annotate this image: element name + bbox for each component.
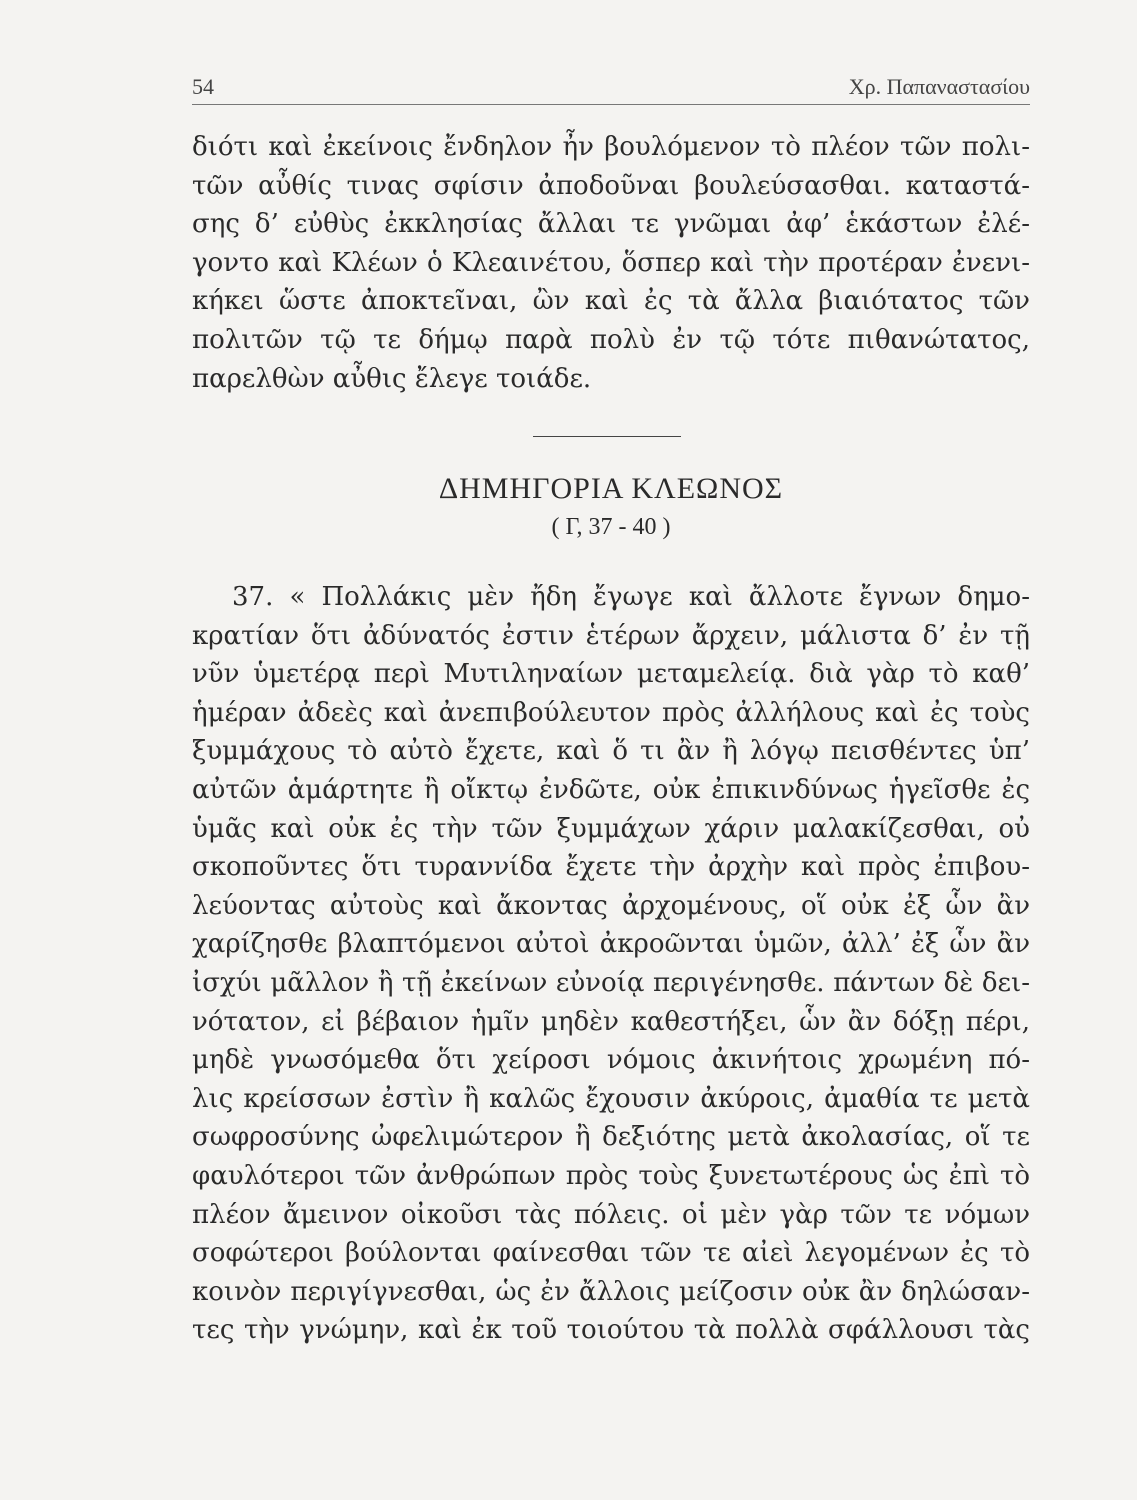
running-header xyxy=(192,70,1030,105)
text-line: λις κρείσσων ἐστὶν ἢ καλῶς ἔχουσιν ἀκύροις, ἀμαθία τε μετὰ xyxy=(192,1083,1030,1114)
text-line: κρατίαν ὅτι ἀδύνατός ἐστιν ἑτέρων ἄρχειν, μάλιστα δ’ ἐν τῇ xyxy=(192,620,1030,651)
text-line: παρελθὼν αὖθις ἔλεγε τοιάδε. xyxy=(192,363,592,394)
intro-paragraph xyxy=(192,128,1030,398)
text-line: σης δ’ εὐθὺς ἐκκλησίας ἄλλαι τε γνῶμαι ἀφ’ ἑκάστων ἐλέ- xyxy=(192,209,1030,240)
text-line: κήκει ὥστε ἀποκτεῖναι, ὢν καὶ ἐς τὰ ἄλλα βιαιότατος τῶν xyxy=(192,286,1030,317)
section-reference: ( Γ, 37 - 40 ) xyxy=(551,514,671,540)
text-line: τῶν αὖθίς τινας σφίσιν ἀποδοῦναι βουλεύσασθαι. καταστά- xyxy=(192,170,1030,201)
text-line: τες τὴν γνώμην, καὶ ἐκ τοῦ τοιούτου τὰ πολλὰ σφάλλουσι τὰς xyxy=(192,1315,1030,1346)
text-line: σωφροσύνης ὠφελιμώτερον ἢ δεξιότης μετὰ ἀκολασίας, οἵ τε xyxy=(192,1122,1030,1153)
text-line: νῦν ὑμετέρᾳ περὶ Μυτιληναίων μεταμελείᾳ. διὰ γὰρ τὸ καθ’ xyxy=(192,659,1030,690)
text-line: ἡμέραν ἀδεὲς καὶ ἀνεπιβούλευτον πρὸς ἀλλήλους καὶ ἐς τοὺς xyxy=(192,697,1030,728)
section-title: ΔΗΜΗΓΟΡΙΑ ΚΛΕΩΝΟΣ xyxy=(438,472,784,505)
text-line: 37. « Πολλάκις μὲν ἤδη ἔγωγε καὶ ἄλλοτε ἔγνων δημο- xyxy=(232,582,1030,612)
text-line: σοφώτεροι βούλονται φαίνεσθαι τῶν τε αἰεὶ λεγομένων ἐς τὸ xyxy=(192,1238,1030,1269)
text-line: πολιτῶν τῷ τε δήμῳ παρὰ πολὺ ἐν τῷ τότε πιθανώτατος, xyxy=(192,324,1030,355)
text-line: διότι καὶ ἐκείνοις ἔνδηλον ἦν βουλόμενον τὸ πλέον τῶν πολι- xyxy=(192,132,1030,162)
text-line: πλέον ἄμεινον οἰκοῦσι τὰς πόλεις. οἱ μὲν γὰρ τῶν τε νόμων xyxy=(192,1199,1030,1230)
text-line: νότατον, εἰ βέβαιον ἡμῖν μηδὲν καθεστήξει, ὧν ἂν δόξῃ πέρι, xyxy=(192,1006,1030,1037)
page-number: 54 xyxy=(192,74,214,99)
section-divider xyxy=(533,436,681,437)
text-line: φαυλότεροι τῶν ἀνθρώπων πρὸς τοὺς ξυνετωτέρους ὡς ἐπὶ τὸ xyxy=(192,1160,1030,1191)
text-line: μηδὲ γνωσόμεθα ὅτι χείροσι νόμοις ἀκινήτοις χρωμένη πό- xyxy=(192,1045,1030,1076)
text-line: ξυμμάχους τὸ αὐτὸ ἔχετε, καὶ ὅ τι ἂν ἢ λόγῳ πεισθέντες ὑπ’ xyxy=(192,736,1030,767)
text-line: σκοποῦντες ὅτι τυραννίδα ἔχετε τὴν ἀρχὴν καὶ πρὸς ἐπιβου- xyxy=(192,852,1030,883)
text-line: χαρίζησθε βλαπτόμενοι αὐτοὶ ἀκροῶνται ὑμῶν, ἀλλ’ ἐξ ὧν ἂν xyxy=(192,929,1030,960)
running-head-author: Χρ. Παπαναστασίου xyxy=(848,74,1030,99)
speech-paragraph xyxy=(192,578,1030,1350)
text-line: ἰσχύι μᾶλλον ἢ τῇ ἐκείνων εὐνοίᾳ περιγένησθε. πάντων δὲ δει- xyxy=(192,967,1030,998)
text-line: ὑμᾶς καὶ οὐκ ἐς τὴν τῶν ξυμμάχων χάριν μαλακίζεσθαι, οὐ xyxy=(192,813,1030,844)
text-line: γοντο καὶ Κλέων ὁ Κλεαινέτου, ὅσπερ καὶ τὴν προτέραν ἐνενι- xyxy=(192,247,1030,278)
text-line: κοινὸν περιγίγνεσθαι, ὡς ἐν ἄλλοις μείζοσιν οὐκ ἂν δηλώσαν- xyxy=(192,1276,1030,1307)
text-line: αὐτῶν ἁμάρτητε ἢ οἴκτῳ ἐνδῶτε, οὐκ ἐπικινδύνως ἡγεῖσθε ἐς xyxy=(192,774,1030,805)
text-line: λεύοντας αὐτοὺς καὶ ἄκοντας ἀρχομένους, οἵ οὐκ ἐξ ὧν ἂν xyxy=(192,890,1030,921)
